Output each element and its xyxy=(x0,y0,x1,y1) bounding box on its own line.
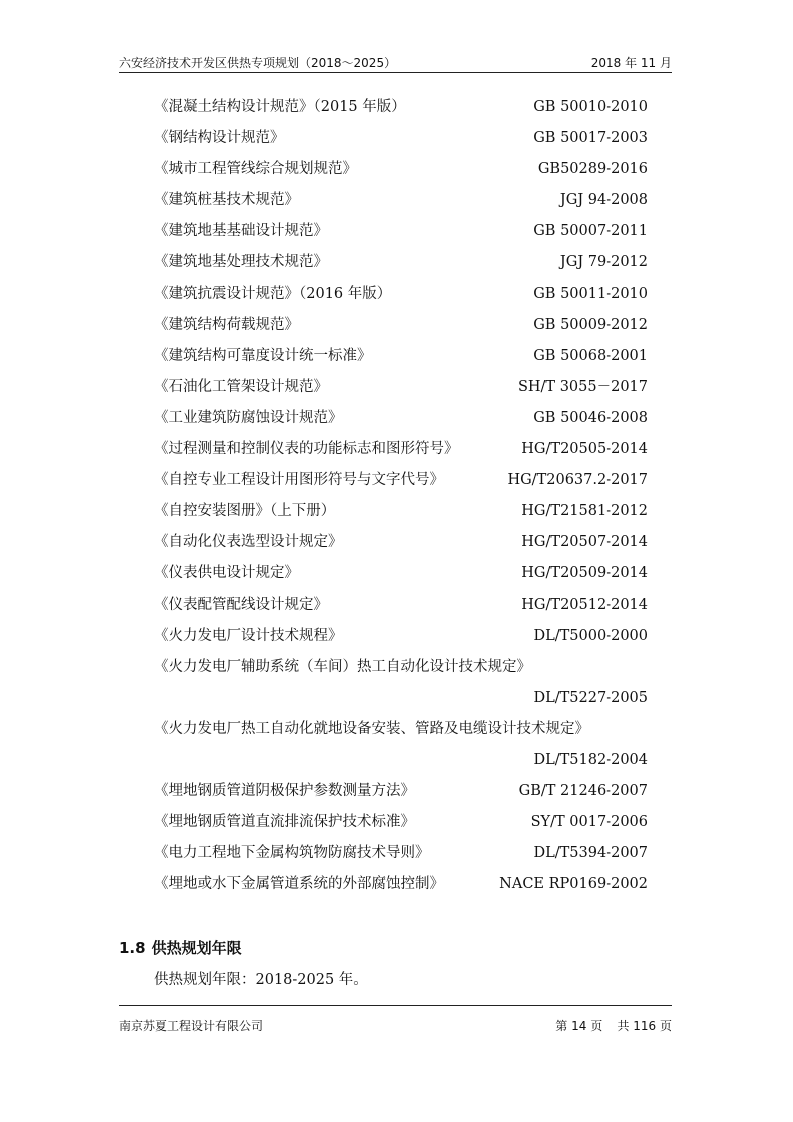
header-title: 六安经济技术开发区供热专项规划（2018～2025） xyxy=(119,56,397,70)
reference-code: HG/T20507-2014 xyxy=(521,534,648,551)
list-item xyxy=(154,718,648,749)
reference-title: 《火力发电厂热工自动化就地设备安装、管路及电缆设计技术规定》 xyxy=(154,720,589,737)
section-title: 供热规划年限 xyxy=(151,939,242,957)
list-item xyxy=(154,345,648,376)
reference-code: HG/T20509-2014 xyxy=(521,565,648,582)
list-item xyxy=(154,531,648,562)
reference-code: JGJ 79-2012 xyxy=(559,254,648,271)
page-header xyxy=(119,50,672,73)
reference-title: 《埋地或水下金属管道系统的外部腐蚀控制》 xyxy=(154,876,444,893)
reference-code: DL/T5394-2007 xyxy=(533,845,648,862)
list-item xyxy=(154,469,648,500)
reference-title: 《仪表配管配线设计规定》 xyxy=(154,596,328,613)
reference-title: 《火力发电厂设计技术规程》 xyxy=(154,627,343,644)
list-item xyxy=(154,314,648,345)
list-item xyxy=(154,500,648,531)
list-item xyxy=(154,407,648,438)
reference-code: GB 50046-2008 xyxy=(533,409,648,426)
footer-page-number: 第 14 页 共 116 页 xyxy=(555,1019,672,1033)
reference-title: 《电力工程地下金属构筑物防腐技术导则》 xyxy=(154,845,430,862)
reference-code: GB/T 21246-2007 xyxy=(518,783,648,800)
reference-code: HG/T20512-2014 xyxy=(521,596,648,613)
reference-list xyxy=(154,96,648,904)
reference-code: GB 50009-2012 xyxy=(533,316,648,333)
reference-title: 《钢结构设计规范》 xyxy=(154,130,285,147)
reference-title: 《自控安装图册》（上下册） xyxy=(154,503,336,520)
list-item xyxy=(154,780,648,811)
list-item xyxy=(154,96,648,127)
list-item xyxy=(154,656,648,687)
reference-title: 《埋地钢质管道直流排流保护技术标准》 xyxy=(154,814,415,831)
reference-code: NACE RP0169-2002 xyxy=(499,876,648,893)
reference-title: 《混凝土结构设计规范》（2015 年版） xyxy=(154,99,406,115)
reference-title: 《建筑桩基技术规范》 xyxy=(154,192,299,209)
reference-code: HG/T20505-2014 xyxy=(521,441,648,458)
header-date: 2018 年 11 月 xyxy=(590,56,672,70)
list-item xyxy=(154,438,648,469)
reference-title: 《火力发电厂辅助系统（车间）热工自动化设计技术规定》 xyxy=(154,658,531,675)
reference-title: 《过程测量和控制仪表的功能标志和图形符号》 xyxy=(154,441,459,458)
list-item xyxy=(154,251,648,282)
list-item xyxy=(154,811,648,842)
reference-code: HG/T20637.2-2017 xyxy=(507,472,648,489)
list-item xyxy=(154,873,648,904)
reference-title: 《自动化仪表选型设计规定》 xyxy=(154,534,343,551)
reference-title: 《建筑抗震设计规范》（2016 年版） xyxy=(154,285,392,302)
list-item xyxy=(154,376,648,407)
reference-code: SY/T 0017-2006 xyxy=(530,814,648,831)
list-item xyxy=(154,749,648,780)
reference-title: 《石油化工管架设计规范》 xyxy=(154,378,328,395)
reference-code: GB50289-2016 xyxy=(537,161,648,178)
list-item xyxy=(154,562,648,593)
section-number: 1.8 xyxy=(119,939,146,957)
reference-title: 《城市工程管线综合规划规范》 xyxy=(154,161,357,178)
reference-title: 《仪表供电设计规定》 xyxy=(154,565,299,582)
reference-code: GB 50007-2011 xyxy=(533,223,648,240)
reference-title: 《建筑结构可靠度设计统一标准》 xyxy=(154,347,372,364)
list-item xyxy=(154,594,648,625)
reference-code: GB 50011-2010 xyxy=(533,285,648,302)
reference-code: JGJ 94-2008 xyxy=(559,192,648,209)
page-footer xyxy=(119,1005,672,1032)
list-item xyxy=(154,158,648,189)
list-item xyxy=(154,625,648,656)
list-item xyxy=(154,687,648,718)
list-item xyxy=(154,127,648,158)
reference-code: HG/T21581-2012 xyxy=(521,503,648,520)
reference-code: GB 50068-2001 xyxy=(533,347,648,364)
reference-title: 《自控专业工程设计用图形符号与文字代号》 xyxy=(154,472,444,489)
reference-title: 《建筑地基处理技术规范》 xyxy=(154,254,328,271)
reference-code: DL/T5182-2004 xyxy=(533,751,648,768)
reference-code: DL/T5227-2005 xyxy=(533,689,648,706)
reference-title: 《埋地钢质管道阴极保护参数测量方法》 xyxy=(154,783,415,800)
reference-title: 《建筑地基基础设计规范》 xyxy=(154,223,328,240)
section-heading xyxy=(119,937,242,958)
list-item xyxy=(154,842,648,873)
reference-code: GB 50010-2010 xyxy=(533,99,648,115)
reference-title: 《工业建筑防腐蚀设计规范》 xyxy=(154,409,343,426)
list-item xyxy=(154,189,648,220)
reference-code: SH/T 3055－2017 xyxy=(517,378,648,395)
list-item xyxy=(154,283,648,314)
reference-code: GB 50017-2003 xyxy=(533,130,648,147)
section-paragraph: 供热规划年限：2018-2025 年。 xyxy=(154,972,368,988)
footer-company: 南京苏夏工程设计有限公司 xyxy=(119,1019,264,1033)
list-item xyxy=(154,220,648,251)
reference-title: 《建筑结构荷载规范》 xyxy=(154,316,299,333)
reference-code: DL/T5000-2000 xyxy=(533,627,648,644)
